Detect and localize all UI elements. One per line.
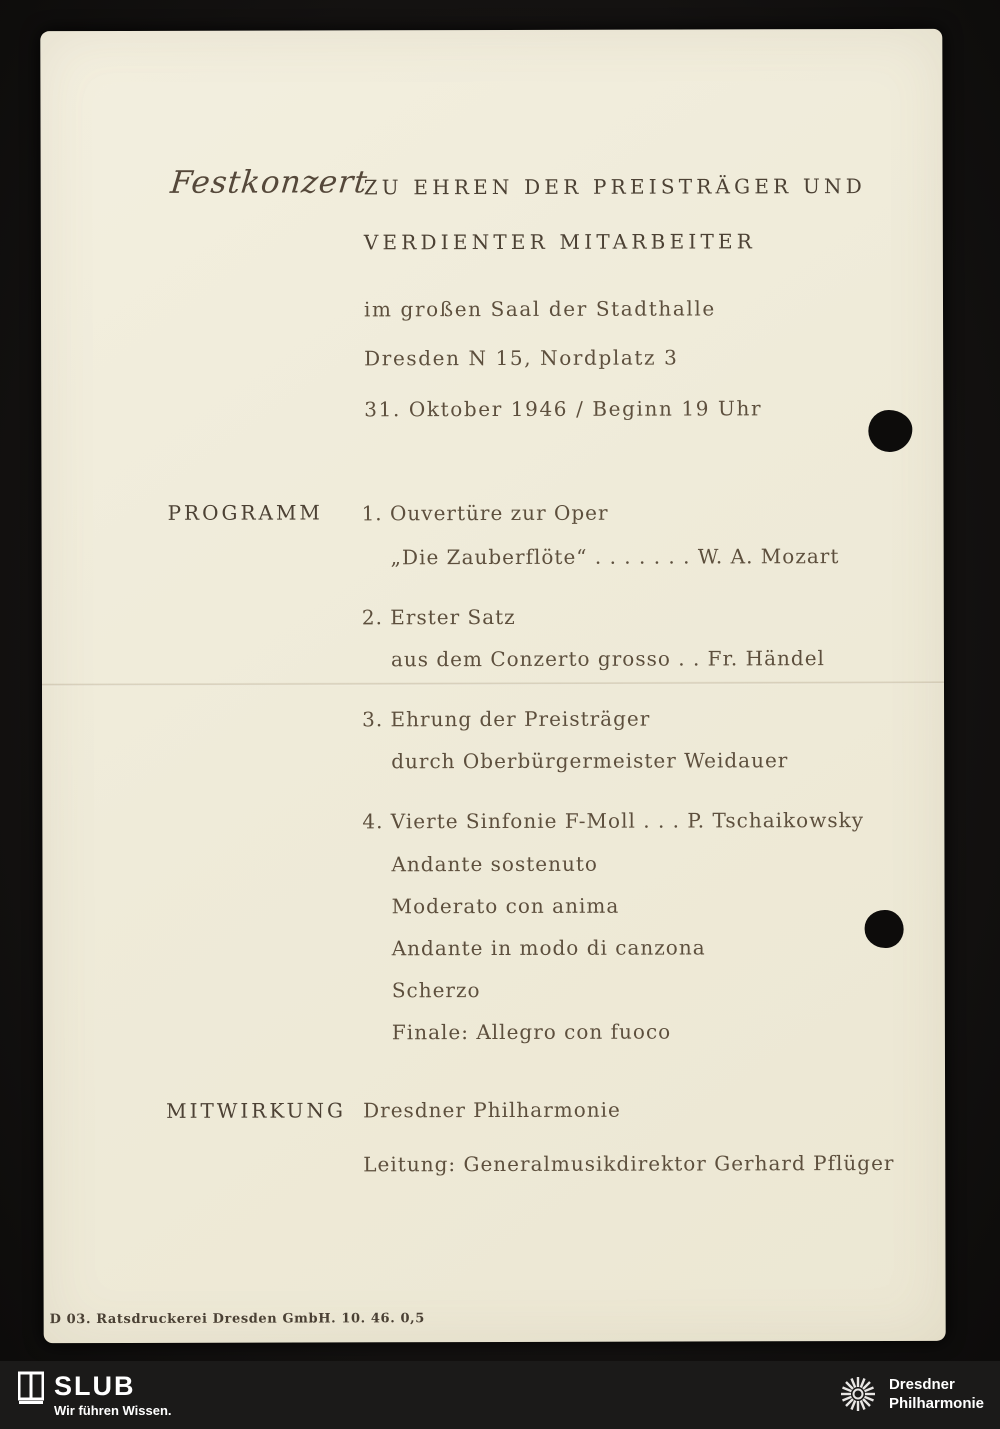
program-item-1-line-1: 1. Ouvertüre zur Oper <box>361 500 609 526</box>
document-script-title: Festkonzert <box>168 164 370 201</box>
movement-5: Finale: Allegro con fuoco <box>391 1019 672 1045</box>
slub-book-icon <box>18 1371 44 1405</box>
partner-name-line-2: Philharmonie <box>888 1395 984 1412</box>
heading-line-2: VERDIENTER MITARBEITER <box>363 229 757 255</box>
partner-name-line-1: Dresdner <box>888 1376 955 1393</box>
program-item-3-line-2: durch Oberbürgermeister Weidauer <box>391 748 789 774</box>
dresdner-philharmonie-logo-link[interactable] <box>839 1375 984 1413</box>
slub-wordmark: SLUB <box>54 1371 136 1401</box>
programm-label: PROGRAMM <box>167 500 323 525</box>
slub-tagline: Wir führen Wissen. <box>54 1403 172 1418</box>
movement-4: Scherzo <box>391 978 481 1003</box>
program-item-4-line-1: 4. Vierte Sinfonie F-Moll . . . P. Tschaikowsky <box>362 808 865 834</box>
movement-2: Moderato con anima <box>391 893 620 919</box>
program-item-1-line-2: „Die Zauberflöte“ . . . . . . . W. A. Mozart <box>390 544 840 570</box>
heading-line-1: ZU EHREN DER PREISTRÄGER UND <box>363 174 866 200</box>
viewer-footer-bar <box>0 1361 1000 1429</box>
program-item-2-line-2: aus dem Conzerto grosso . . Fr. Händel <box>390 646 825 672</box>
slub-logo-link[interactable] <box>18 1371 172 1418</box>
printer-imprint: D 03. Ratsdruckerei Dresden GmbH. 10. 46. 0,5 <box>49 1311 425 1328</box>
paper-fold-line <box>42 681 944 686</box>
program-item-2-line-1: 2. Erster Satz <box>361 604 516 630</box>
punch-hole-bottom <box>865 910 904 948</box>
event-date-time: 31. Oktober 1946 / Beginn 19 Uhr <box>364 396 763 422</box>
performer-line: Dresdner Philharmonie <box>363 1097 621 1123</box>
program-item-3-line-1: 3. Ehrung der Preisträger <box>362 706 651 732</box>
philharmonie-starburst-icon <box>839 1375 877 1413</box>
venue-address: Dresden N 15, Nordplatz 3 <box>364 345 679 371</box>
movement-3: Andante in modo di canzona <box>391 935 706 961</box>
mitwirkung-label: MITWIRKUNG <box>166 1098 346 1123</box>
scanned-program-page <box>40 29 945 1343</box>
venue-hall: im großen Saal der Stadthalle <box>363 296 716 322</box>
conductor-line: Leitung: Generalmusikdirektor Gerhard Pflüger <box>363 1150 895 1177</box>
movement-1: Andante sostenuto <box>391 851 598 877</box>
punch-hole-top <box>868 410 912 452</box>
